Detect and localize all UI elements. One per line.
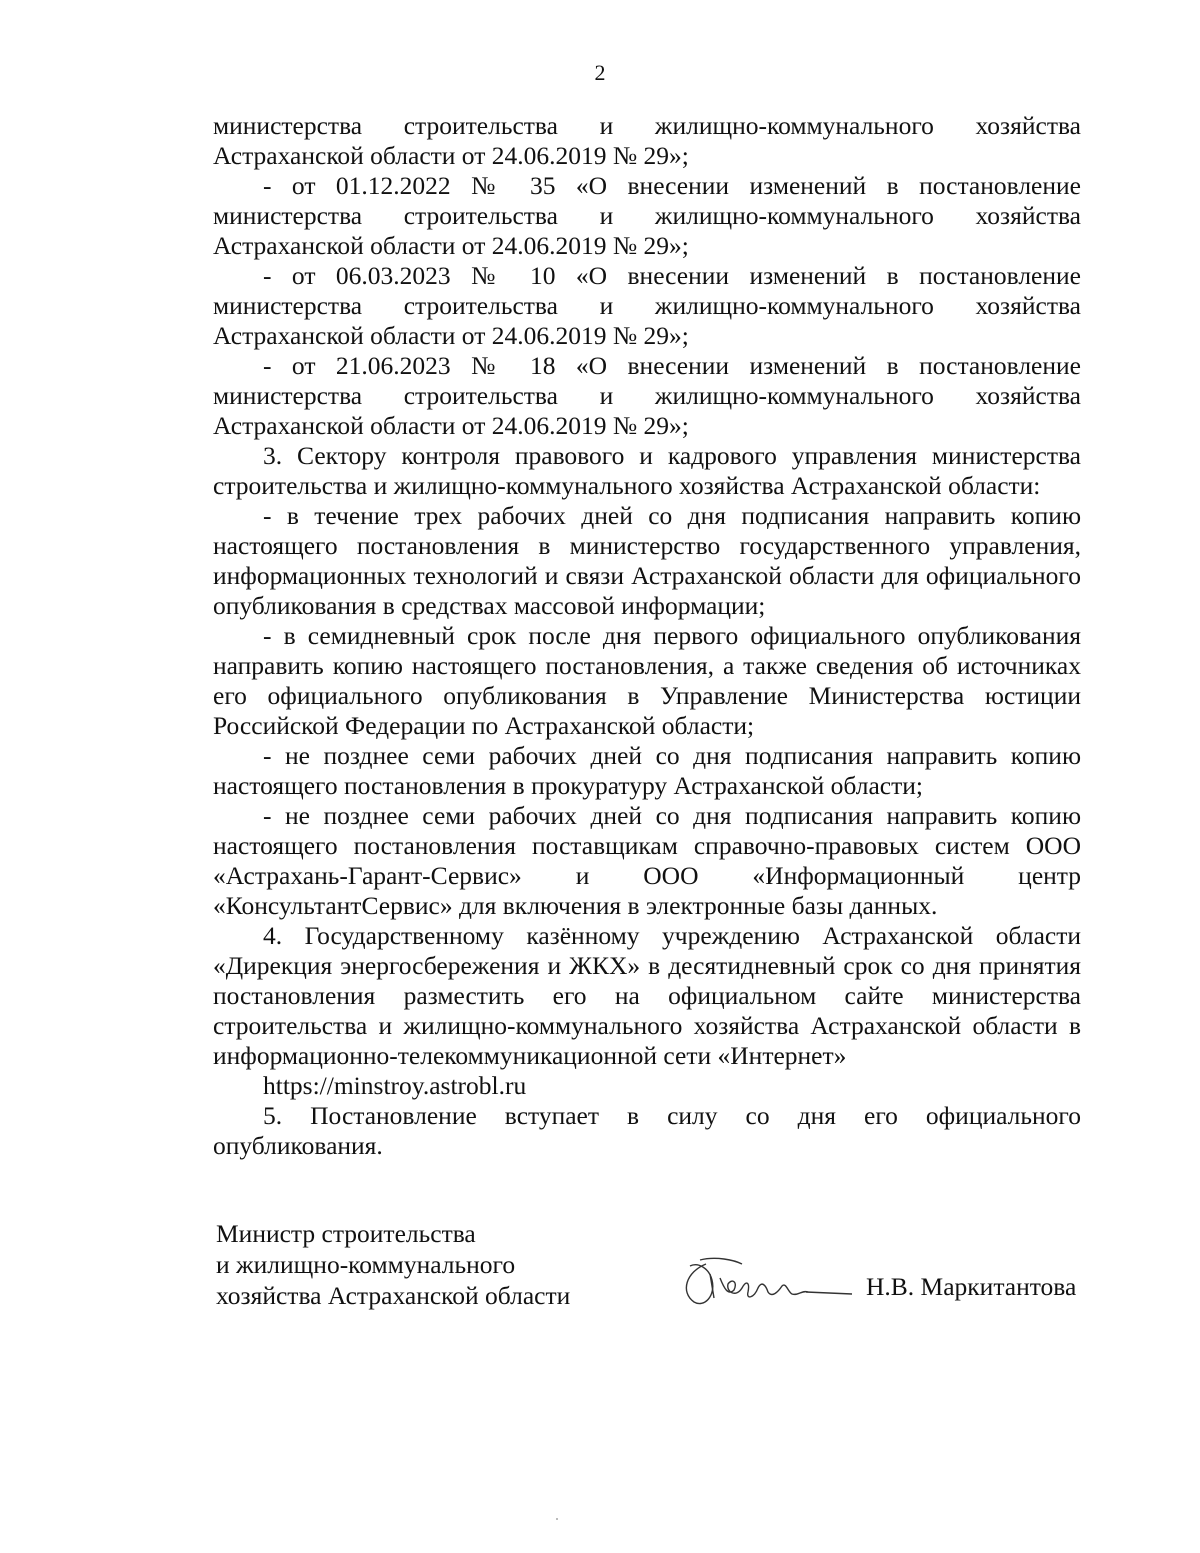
- body-paragraph: министерства строительства и жилищно-коммунального хозяйства Астраханской области от 24.06.2019 № 29»;: [213, 111, 1081, 170]
- body-paragraph: - от 06.03.2023 № 10 «О внесении изменений в постановление министерства строительства и жилищно-коммунального хозяйства Астраханской области от 24.06.2019 № 29»;: [213, 261, 1081, 350]
- handwritten-signature: [676, 1252, 856, 1312]
- position-line: Министр строительства: [216, 1219, 476, 1248]
- body-paragraph: - в течение трех рабочих дней со дня подписания направить копию настоящего постановления в министерство государственного управления, информационных технологий и связи Астраханской области для официального опубликования в средствах массовой информации;: [213, 501, 1081, 620]
- website-url: https://minstroy.astrobl.ru: [263, 1071, 527, 1100]
- body-paragraph: - в семидневный срок после дня первого официального опубликования направить копию настоящего постановления, а также сведения об источниках его официального опубликования в Управление Министерства юстиции Российской Федерации по Астраханской области;: [213, 621, 1081, 740]
- page-number: 2: [594, 60, 606, 85]
- body-paragraph: - от 21.06.2023 № 18 «О внесении изменений в постановление министерства строительства и жилищно-коммунального хозяйства Астраханской области от 24.06.2019 № 29»;: [213, 351, 1081, 440]
- signatory-position: [216, 1218, 570, 1311]
- document-body: [213, 111, 1081, 1161]
- body-paragraph: - не позднее семи рабочих дней со дня подписания направить копию настоящего постановления в прокуратуру Астраханской области;: [213, 741, 1081, 800]
- scan-speck: [556, 1518, 558, 1520]
- signatory-name: Н.В. Маркитантова: [866, 1272, 1077, 1301]
- body-paragraph: - от 01.12.2022 № 35 «О внесении изменений в постановление министерства строительства и жилищно-коммунального хозяйства Астраханской области от 24.06.2019 № 29»;: [213, 171, 1081, 260]
- position-line: хозяйства Астраханской области: [216, 1281, 571, 1310]
- position-line: и жилищно-коммунального: [216, 1250, 516, 1279]
- paragraph-list: [213, 111, 1081, 921]
- paragraph-4-text: 4. Государственному казённому учреждению Астраханской области «Дирекция энергосбережения и ЖКХ» в десятидневный срок со дня принятия постановления разместить его на официальном сайте министерства строительства и жилищно-коммунального хозяйства Астраханской области в информационно-телекоммуникационной сети «Интернет»: [213, 921, 1081, 1070]
- paragraph-5: 5. Постановление вступает в силу со дня его официального опубликования.: [213, 1101, 1081, 1160]
- paragraph-4: [213, 921, 1081, 1101]
- body-paragraph: - не позднее семи рабочих дней со дня подписания направить копию настоящего постановления поставщикам справочно-правовых систем ООО «Астрахань-Гарант-Сервис» и ООО «Информационный центр «КонсультантСервис» для включения в электронные базы данных.: [213, 801, 1081, 920]
- body-paragraph: 3. Сектору контроля правового и кадрового управления министерства строительства и жилищно-коммунального хозяйства Астраханской области:: [213, 441, 1081, 500]
